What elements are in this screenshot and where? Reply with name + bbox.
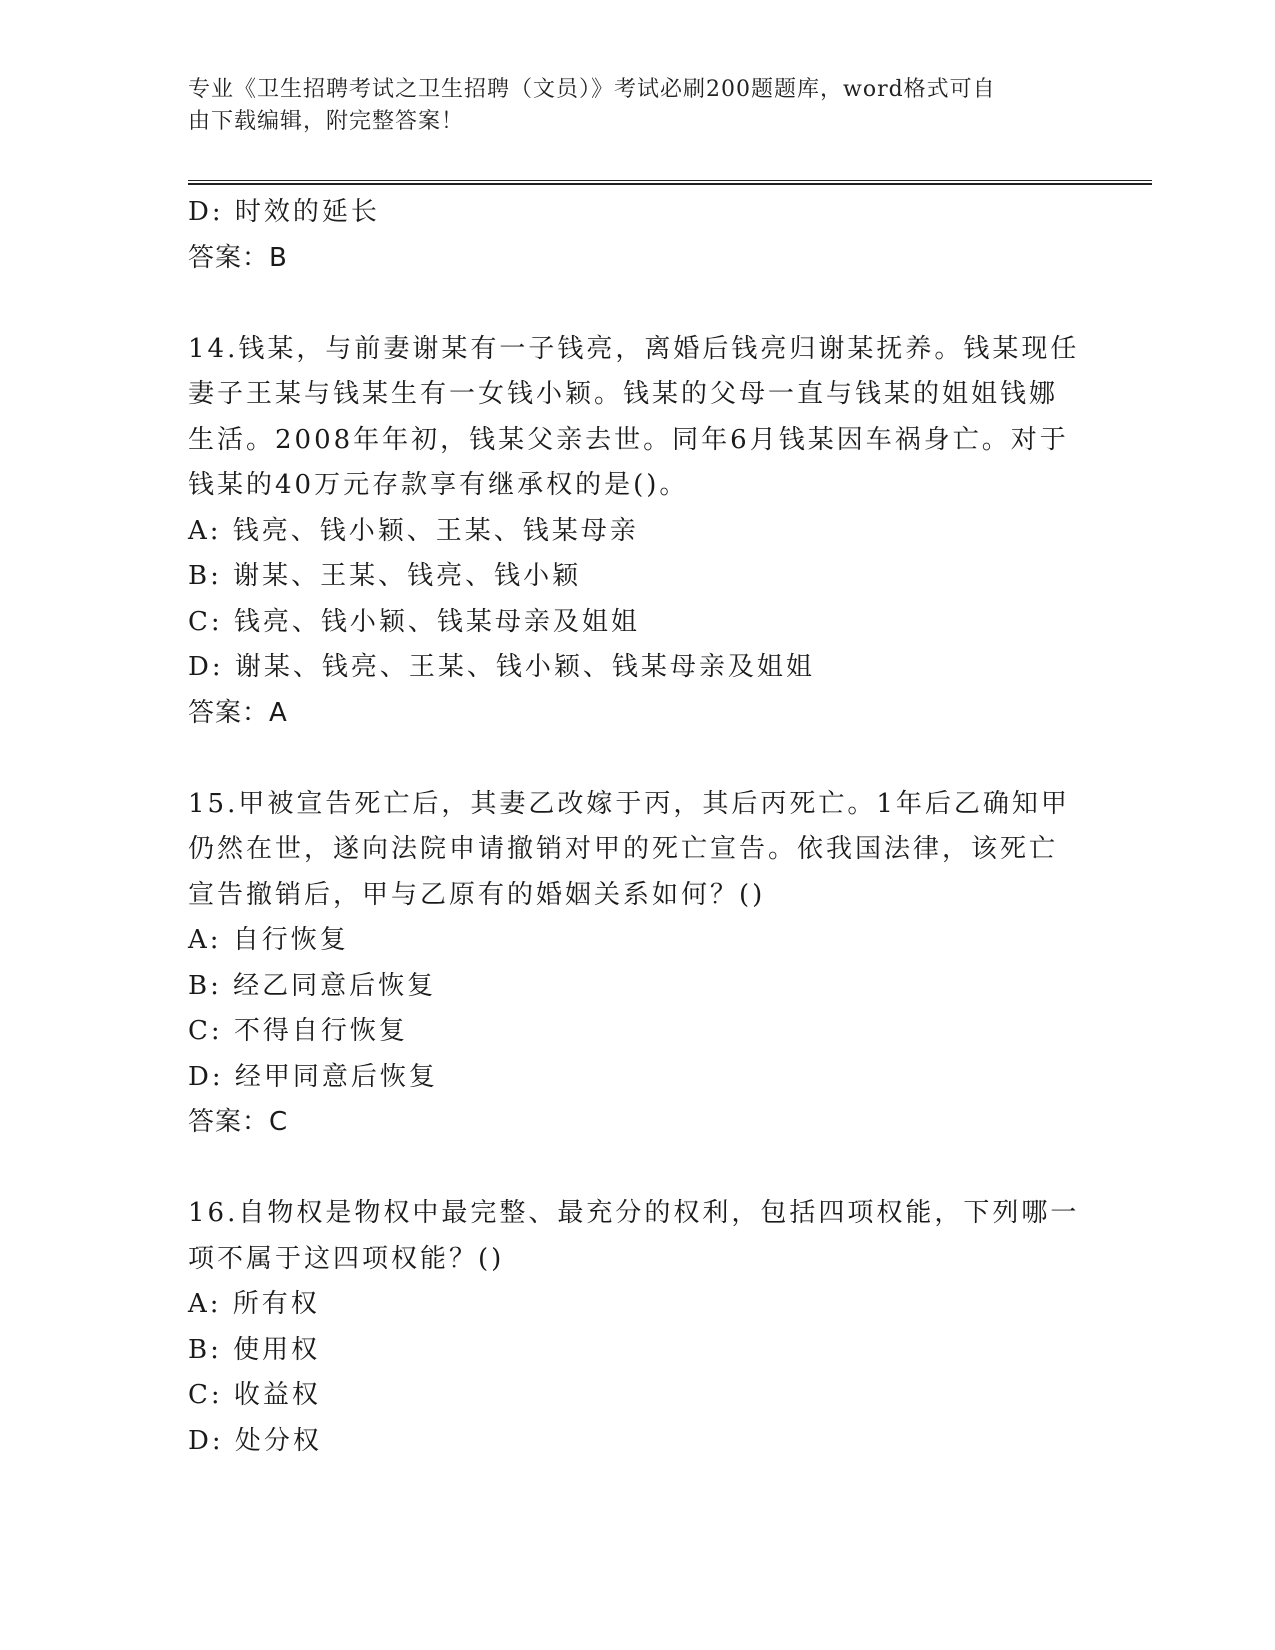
page-header <box>188 74 1068 138</box>
option-c: C: 收益权 <box>188 1380 321 1410</box>
stem-line: 钱某的40万元存款享有继承权的是()。 <box>188 470 689 500</box>
header-title-line-2: 由下载编辑，附完整答案！ <box>188 109 465 134</box>
stem-line: 仍然在世，遂向法院申请撤销对甲的死亡宣告。依我国法律，该死亡 <box>188 834 1059 864</box>
stem-line: 16.自物权是物权中最完整、最充分的权利，包括四项权能，下列哪一 <box>188 1198 1080 1228</box>
header-divider <box>188 180 1152 185</box>
stem-line: 宣告撤销后，甲与乙原有的婚姻关系如何？() <box>188 879 766 910</box>
option-d: D: 谢某、钱亮、王某、钱小颖、钱某母亲及姐姐 <box>188 652 815 682</box>
option-b: B: 经乙同意后恢复 <box>188 970 437 1001</box>
spacer <box>188 736 1088 782</box>
option-b: B: 谢某、王某、钱亮、钱小颖 <box>188 561 582 591</box>
answer-line: 答案：C <box>188 1107 289 1137</box>
option-c: C: 钱亮、钱小颖、钱某母亲及姐姐 <box>188 606 640 637</box>
option-a: A: 钱亮、钱小颖、王某、钱某母亲 <box>188 515 639 546</box>
spacer <box>188 281 1088 327</box>
answer-line: 答案：B <box>188 242 288 273</box>
header-title-line-1: 专业《卫生招聘考试之卫生招聘（文员）》考试必刷200题题库，word格式可自 <box>188 77 996 102</box>
stem-line: 妻子王某与钱某生有一女钱小颖。钱某的父母一直与钱某的姐姐钱娜 <box>188 379 1059 409</box>
question-14 <box>188 327 1088 737</box>
question-13-tail <box>188 190 1088 281</box>
option-a: A: 自行恢复 <box>188 925 349 955</box>
option-a: A: 所有权 <box>188 1289 320 1319</box>
stem-line: 15.甲被宣告死亡后，其妻乙改嫁于丙，其后丙死亡。1年后乙确知甲 <box>188 788 1070 819</box>
spacer <box>188 1146 1088 1192</box>
option-d: D: 经甲同意后恢复 <box>188 1061 438 1092</box>
stem-line: 生活。2008年年初，钱某父亲去世。同年6月钱某因车祸身亡。对于 <box>188 424 1069 455</box>
question-stem <box>188 782 1088 919</box>
question-stem <box>188 1191 1088 1282</box>
stem-line: 14.钱某，与前妻谢某有一子钱亮，离婚后钱亮归谢某抚养。钱某现任 <box>188 333 1080 364</box>
question-16 <box>188 1191 1088 1464</box>
stem-line: 项不属于这四项权能？() <box>188 1243 505 1274</box>
option-b: B: 使用权 <box>188 1334 321 1365</box>
question-stem <box>188 327 1088 509</box>
option-d: D: 时效的延长 <box>188 197 380 227</box>
option-d: D: 处分权 <box>188 1425 322 1456</box>
option-c: C: 不得自行恢复 <box>188 1016 408 1046</box>
question-15 <box>188 782 1088 1146</box>
question-list <box>188 190 1088 1464</box>
answer-line: 答案：A <box>188 697 288 728</box>
